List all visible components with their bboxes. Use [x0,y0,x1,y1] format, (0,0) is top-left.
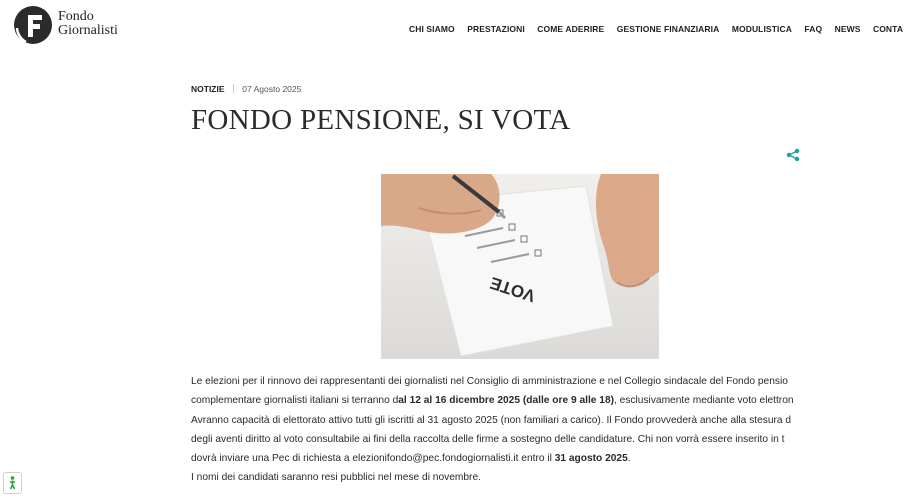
body-text: dovrà inviare una Pec di richiesta a elezionifondo@pec.fondogiornalisti.it entro il [191,453,555,465]
article-category[interactable]: NOTIZIE [191,84,225,94]
body-line [191,430,800,449]
nav-gestione-finanziaria[interactable]: GESTIONE FINANZIARIA [616,24,720,34]
article-date: 07 Agosto 2025 [242,84,302,94]
nav-come-aderire[interactable]: COME ADERIRE [537,24,605,34]
body-text-bold: 31 agosto 2025 [554,453,628,465]
nav-prestazioni[interactable]: PRESTAZIONI [467,24,525,34]
nav-faq[interactable]: FAQ [804,24,823,34]
brand-name [58,10,118,38]
body-text: Avranno capacità di elettorato attivo tutti gli iscritti al 31 agosto 2025 (non familiari a carico). Il Fondo provvederà anche alla stesura d [191,414,792,426]
article-meta [191,84,301,94]
body-text: degli aventi diritto al voto consultabile ai fini della raccolta delle firme a sostegno delle candidature. Chi non vorrà essere inserito in t [191,433,785,445]
logo-mark-icon [12,4,54,46]
body-line [191,449,800,468]
ballot-illustration [381,174,659,359]
brand-line-1: Fondo [58,9,94,24]
body-line [191,411,800,430]
site-header [0,0,904,50]
body-text: complementare giornalisti italiani si terranno d [191,395,399,407]
body-line [191,372,800,391]
body-line [191,391,800,410]
nav-news[interactable]: NEWS [834,24,861,34]
article-image [381,174,659,359]
body-text: , esclusivamente mediante voto elettron [614,395,794,407]
body-text-bold: al 12 al 16 dicembre 2025 (dalle ore 9 alle 18) [398,395,615,407]
brand-line-2: Giornalisti [58,23,118,38]
nav-chi-siamo[interactable]: CHI SIAMO [409,24,455,34]
main-nav [409,19,911,34]
article-title: FONDO PENSIONE, SI VOTA [191,104,571,136]
nav-modulistica[interactable]: MODULISTICA [731,24,792,34]
nav-contatti[interactable]: CONTA [872,24,904,34]
body-line [191,468,800,487]
ballot-vote-label: VOTE [487,273,538,306]
accessibility-icon [4,473,21,493]
body-text: I nomi dei candidati saranno resi pubblici nel mese di novembre. [191,472,481,484]
body-text: . [627,453,631,465]
share-icon[interactable] [786,148,800,162]
site-logo[interactable] [12,4,142,46]
accessibility-button[interactable] [3,472,22,494]
article-body [191,372,800,488]
meta-divider [233,84,234,93]
body-text: Le elezioni per il rinnovo dei rappresentanti dei giornalisti nel Consiglio di amministrazione e nel Collegio sindacale del Fondo pensio [191,376,788,387]
